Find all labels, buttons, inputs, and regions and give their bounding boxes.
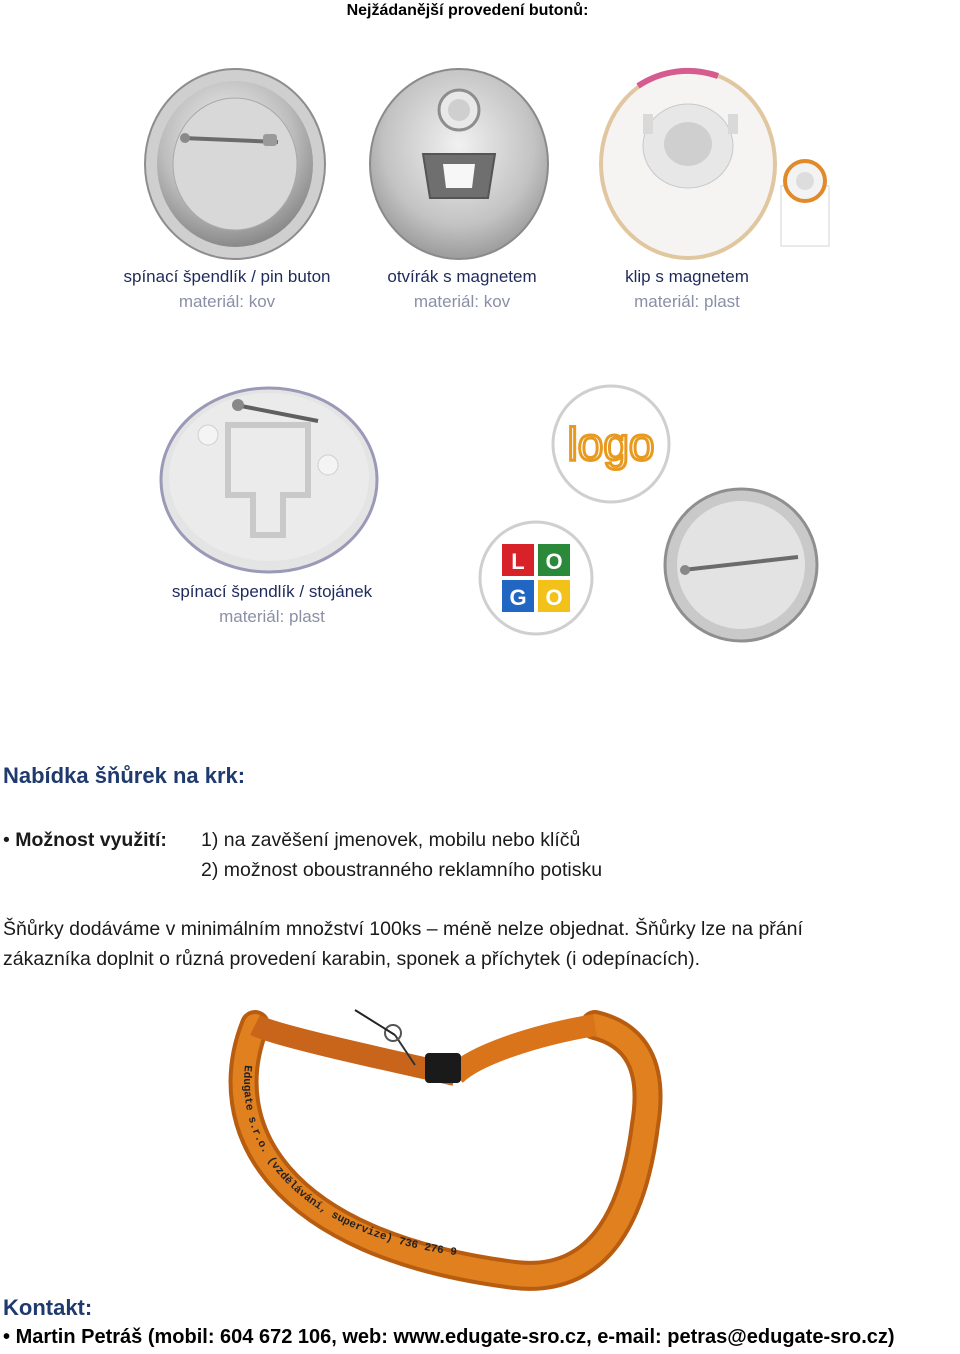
usage-label: Možnost využití: xyxy=(15,829,167,851)
lanyard-print-text: Edugate s.r.o. (vzdělávání, supervize) 736 276 938 www.edugate.cz xyxy=(211,997,458,1260)
logo-tile-l: L xyxy=(511,549,525,574)
stand-button-material: materiál: plast xyxy=(219,607,325,626)
lanyard-note-line-2: zákazníka doplnit o různá provedení karabin, sponek a příchytek (i odepínacích). xyxy=(3,948,700,970)
stand-button-name: spínací špendlík / stojánek xyxy=(171,582,373,601)
bottle-opener-button-image xyxy=(368,66,550,261)
logo-tile-o2: O xyxy=(545,585,563,610)
lanyard-section-title: Nabídka šňůrek na krk: xyxy=(3,763,246,788)
logo-badges-image xyxy=(478,382,823,640)
magnet-clip-name: klip s magnetem xyxy=(625,267,749,286)
usage-item-2: 2) možnost oboustranného reklamního potisku xyxy=(201,859,603,881)
logo-tile-o: O xyxy=(545,549,563,574)
pin-button-material: materiál: kov xyxy=(178,292,276,311)
contact-details: Martin Petráš (mobil: 604 672 106, web: www.edugate-sro.cz, e-mail: petras@edugate-sro.cz) xyxy=(15,1326,895,1348)
lanyard-image xyxy=(211,997,665,1287)
pin-button-name: spínací špendlík / pin buton xyxy=(123,267,331,286)
pin-button-image xyxy=(143,66,328,261)
page-heading: Nejžádanější provedení butonů: xyxy=(346,2,589,19)
usage-bullet xyxy=(3,829,167,852)
logo-tile-g: G xyxy=(509,585,527,610)
lanyard-note-line-1: Šňůrky dodáváme v minimálním množství 100ks – méně nelze objednat. Šňůrky lze na přání xyxy=(3,918,803,940)
magnet-clip-button-image xyxy=(598,66,838,261)
logo-badge-text: logo xyxy=(567,418,655,470)
contact-line xyxy=(3,1326,895,1349)
bottle-opener-name: otvírák s magnetem xyxy=(387,267,537,286)
bullet-icon: • xyxy=(3,1326,16,1348)
bottle-opener-material: materiál: kov xyxy=(413,292,511,311)
usage-item-1: 1) na zavěšení jmenovek, mobilu nebo klíčů xyxy=(201,829,581,851)
magnet-clip-material: materiál: plast xyxy=(634,292,740,311)
bullet-icon: • xyxy=(3,829,10,851)
contact-title: Kontakt: xyxy=(3,1295,93,1320)
stand-button-image xyxy=(158,385,380,575)
